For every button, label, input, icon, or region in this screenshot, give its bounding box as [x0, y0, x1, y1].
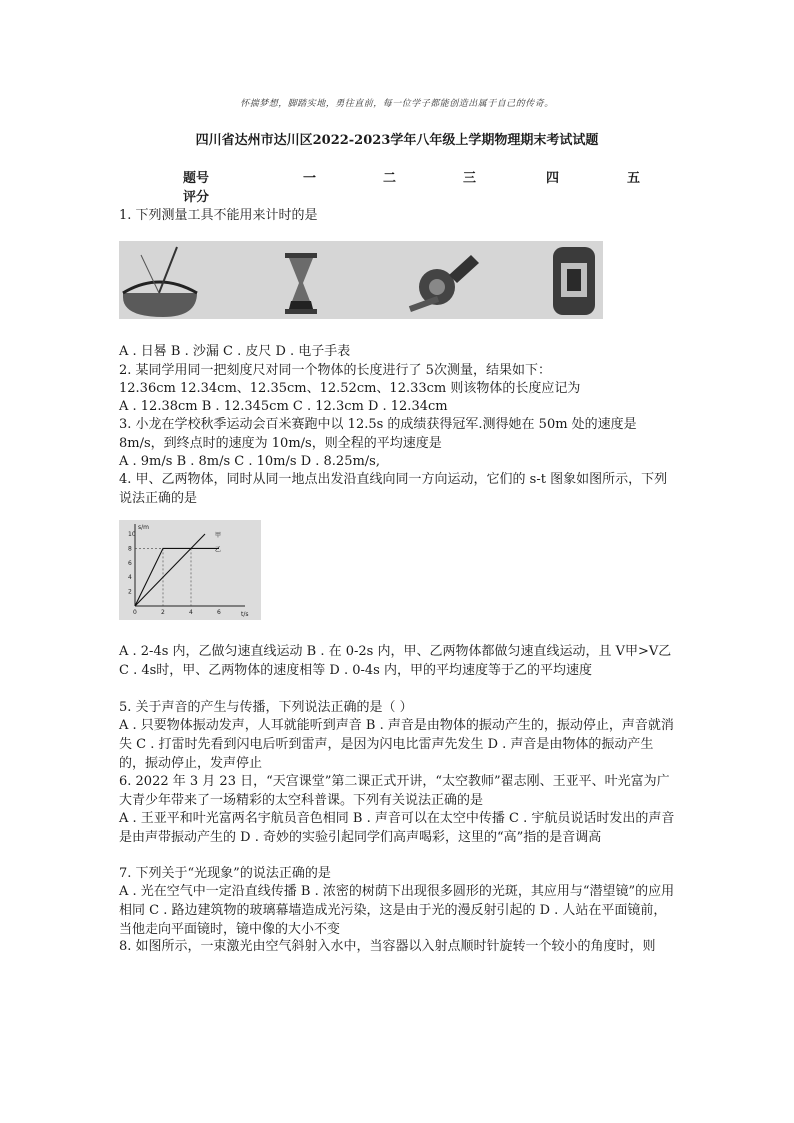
y-tick-label: 4 — [128, 574, 132, 582]
series-label: 甲 — [215, 532, 222, 539]
electronic-watch-icon — [553, 247, 595, 315]
q3-stem: 3. 小龙在学校秋季运动会百米赛跑中以 12.5s 的成绩获得冠军.测得她在 50m 处的速度是 8m/s，到终点时的速度为 10m/s，则全程的平均速度是 — [119, 417, 637, 451]
x-axis-label: t/s — [241, 611, 249, 618]
y-tick-label: 8 — [128, 545, 132, 553]
score-col-3: 三 — [463, 171, 477, 186]
q5-stem: 5. 关于声音的产生与传播，下列说法正确的是（ ） — [119, 700, 413, 715]
score-label: 评分 — [183, 190, 210, 205]
score-col-4: 四 — [546, 171, 560, 186]
q1-options: A . 日晷 B . 沙漏 C . 皮尺 D . 电子手表 — [119, 344, 351, 359]
x-tick-label: 0 — [133, 609, 137, 616]
y-axis-label: s/m — [138, 524, 149, 531]
x-tick-label: 6 — [217, 609, 221, 616]
q4-st-graph — [119, 520, 261, 620]
y-tick-label: 6 — [128, 559, 132, 567]
q4-options: A . 2-4s 内，乙做匀速直线运动 B . 在 0-2s 内，甲、乙两物体都做匀速直线运动，且 V甲>V乙 C . 4s时，甲、乙两物体的速度相等 D . 0-4s 内，甲的平均速度等于乙的平均速度 — [119, 644, 672, 678]
q1-figure — [119, 241, 603, 319]
score-col-1: 一 — [303, 171, 317, 186]
x-tick-label: 4 — [189, 609, 193, 616]
q5-options: A . 只要物体振动发声，人耳就能听到声音 B . 声音是由物体的振动产生的，振动停止，声音就消失 C . 打雷时先看到闪电后听到雷声，是因为闪电比雷声先发生 D . 声音是由物体的振动产生的，振动停止，发声停止 — [119, 718, 674, 771]
motto: 怀揣梦想，脚踏实地，勇往直前，每一位学子都能创造出属于自己的传奇。 — [240, 99, 554, 109]
score-col-2: 二 — [383, 171, 397, 186]
q2-stem: 2. 某同学用同一把刻度尺对同一个物体的长度进行了 5次测量，结果如下： — [119, 363, 551, 378]
series-line-1 — [135, 534, 205, 606]
q2-options: A . 12.38cm B . 12.345cm C . 12.3cm D . 12.34cm — [119, 399, 448, 414]
y-tick-label: 2 — [128, 588, 132, 596]
q6-stem: 6. 2022 年 3 月 23 日，“天宫课堂”第二课正式开讲，“太空教师”翟志刚、王亚平、叶光富为广大青少年带来了一场精彩的太空科普课。下列有关说法正确的是 — [119, 774, 670, 808]
q6-options: A . 王亚平和叶光富两名宇航员音色相同 B . 声音可以在太空中传播 C . 宇航员说话时发出的声音是由声带振动产生的 D . 奇妙的实验引起同学们高声喝彩，这里的“高”指的是音调高 — [119, 811, 675, 845]
q7-options: A . 光在空气中一定沿直线传播 B . 浓密的树荫下出现很多圆形的光斑，其应用与“潜望镜”的应用相同 C . 路边建筑物的玻璃幕墙造成光污染，这是由于光的漫反射引起的 D . 人站在平面镜前，当他走向平面镜时，镜中像的大小不变 — [119, 884, 675, 937]
page-title: 四川省达州市达川区2022-2023学年八年级上学期物理期末考试试题 — [195, 133, 599, 148]
q1-stem: 1. 下列测量工具不能用来计时的是 — [119, 208, 318, 223]
series-line-2 — [135, 546, 222, 606]
q3-options: A . 9m/s B . 8m/s C . 10m/s D . 8.25m/s, — [119, 454, 380, 469]
q2-data: 12.36cm 12.34cm、12.35cm、12.52cm、12.33cm 则该物体的长度应记为 — [119, 381, 581, 396]
series-label: 乙 — [215, 546, 222, 554]
score-row-label: 题号 — [183, 171, 210, 186]
y-tick-label: 10 — [128, 531, 136, 538]
q8-stem: 8. 如图所示，一束激光由空气斜射入水中，当容器以入射点顺时针旋转一个较小的角度时，则 — [119, 939, 656, 954]
score-table-header — [183, 167, 663, 186]
x-tick-label: 2 — [161, 609, 165, 616]
q7-stem: 7. 下列关于“光现象”的说法正确的是 — [119, 866, 331, 881]
q4-stem: 4. 甲、乙两物体，同时从同一地点出发沿直线向同一方向运动，它们的 s-t 图象如图所示，下列说法正确的是 — [119, 472, 668, 506]
score-col-5: 五 — [627, 171, 641, 186]
